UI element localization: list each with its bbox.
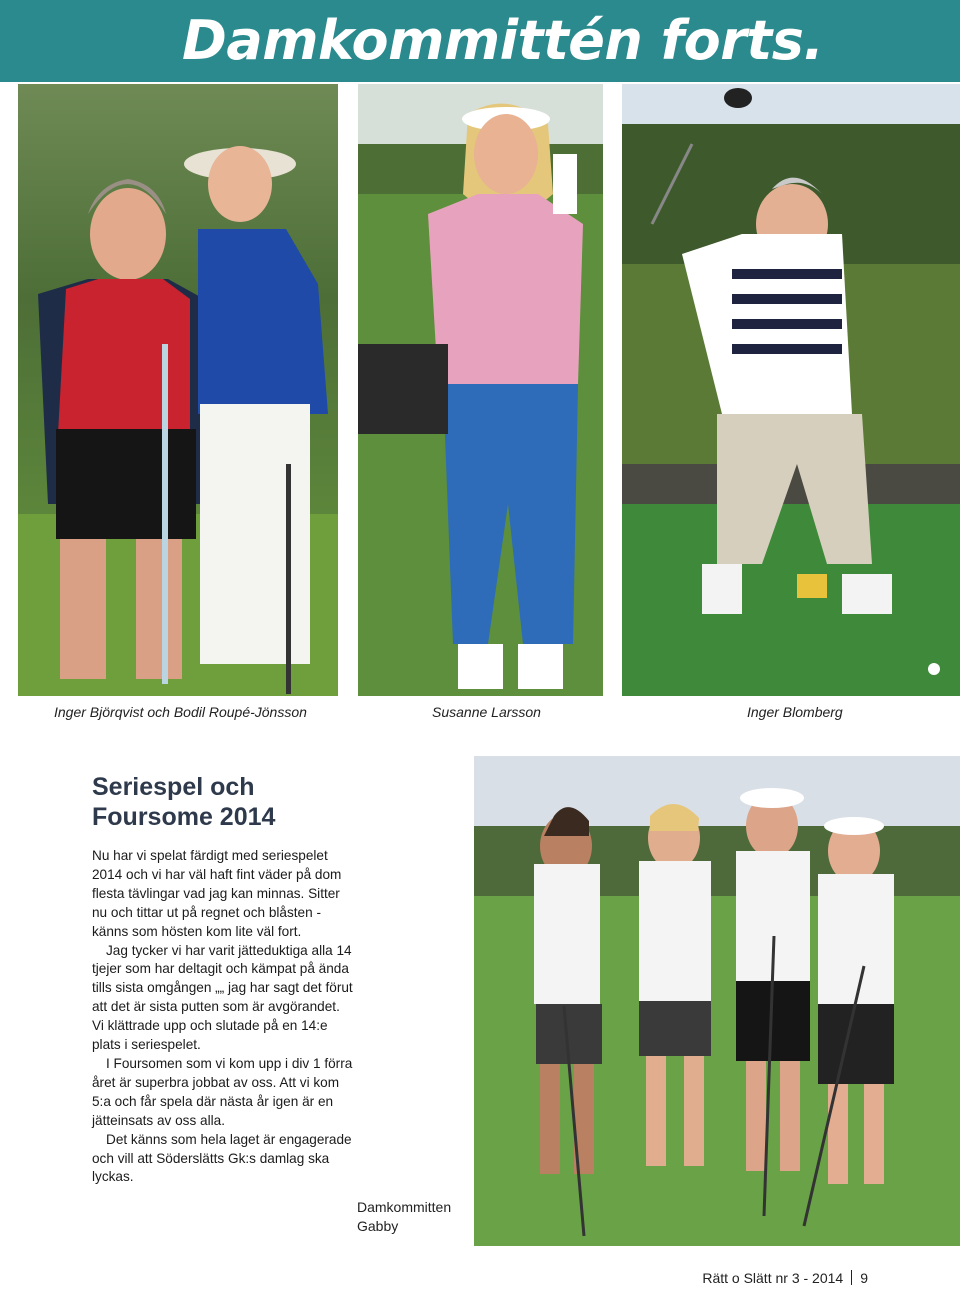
- page-number: 9: [860, 1270, 868, 1286]
- page-footer: [702, 1270, 868, 1286]
- signature-line-1: Damkommitten: [357, 1199, 452, 1215]
- headline-line-2: Foursome 2014: [92, 803, 276, 831]
- page-title: Damkommittén forts.: [182, 9, 824, 72]
- photo2-caption: Susanne Larsson: [432, 704, 541, 720]
- photo-golfer-thumbs-up: [358, 84, 603, 696]
- article-paragraph: Nu har vi spelat färdigt med seriespelet 2014 och vi har väl haft fint väder på dom flesta tävlingar vad jag kan minnas. Sitter nu och tittar ut på regnet och blåsten - känns som hösten kom lite väl fort.: [92, 848, 342, 939]
- article-paragraph: Det känns som hela laget är engagerade och vill att Söderslätts Gk:s damlag ska lyckas.: [92, 1131, 352, 1185]
- publication-name: Rätt o Slätt: [702, 1270, 772, 1286]
- article-paragraph: I Foursomen som vi kom upp i div 1 förra året är superbra jobbat av oss. Att vi kom 5:a och får spela där nästa år igen är en jätteinsats av oss alla.: [92, 1055, 353, 1128]
- signature-line-2: Gabby: [357, 1218, 399, 1234]
- issue-label: nr 3 - 2014: [775, 1270, 844, 1286]
- photo-two-golfers: [18, 84, 338, 696]
- article-body: [92, 847, 354, 1187]
- headline-line-1: Seriespel och: [92, 773, 255, 801]
- article-signature: [357, 1198, 467, 1236]
- article-headline: [92, 772, 352, 832]
- photo1-caption: Inger Björqvist och Bodil Roupé-Jönsson: [54, 704, 307, 720]
- photo-team-four-golfers: [474, 756, 960, 1246]
- page-header-band: [0, 0, 960, 82]
- photo-golfer-swing: [622, 84, 960, 696]
- article-paragraph: Jag tycker vi har varit jätteduktiga alla 14 tjejer som har deltagit och kämpat på ända tills sista omgången „„ jag har sagt det förut att det är sista putten som är avgörandet. Vi klättrade upp och slutade på en 14:e plats i seriespelet.: [92, 942, 353, 1053]
- footer-divider: [851, 1270, 852, 1285]
- photo3-caption: Inger Blomberg: [747, 704, 843, 720]
